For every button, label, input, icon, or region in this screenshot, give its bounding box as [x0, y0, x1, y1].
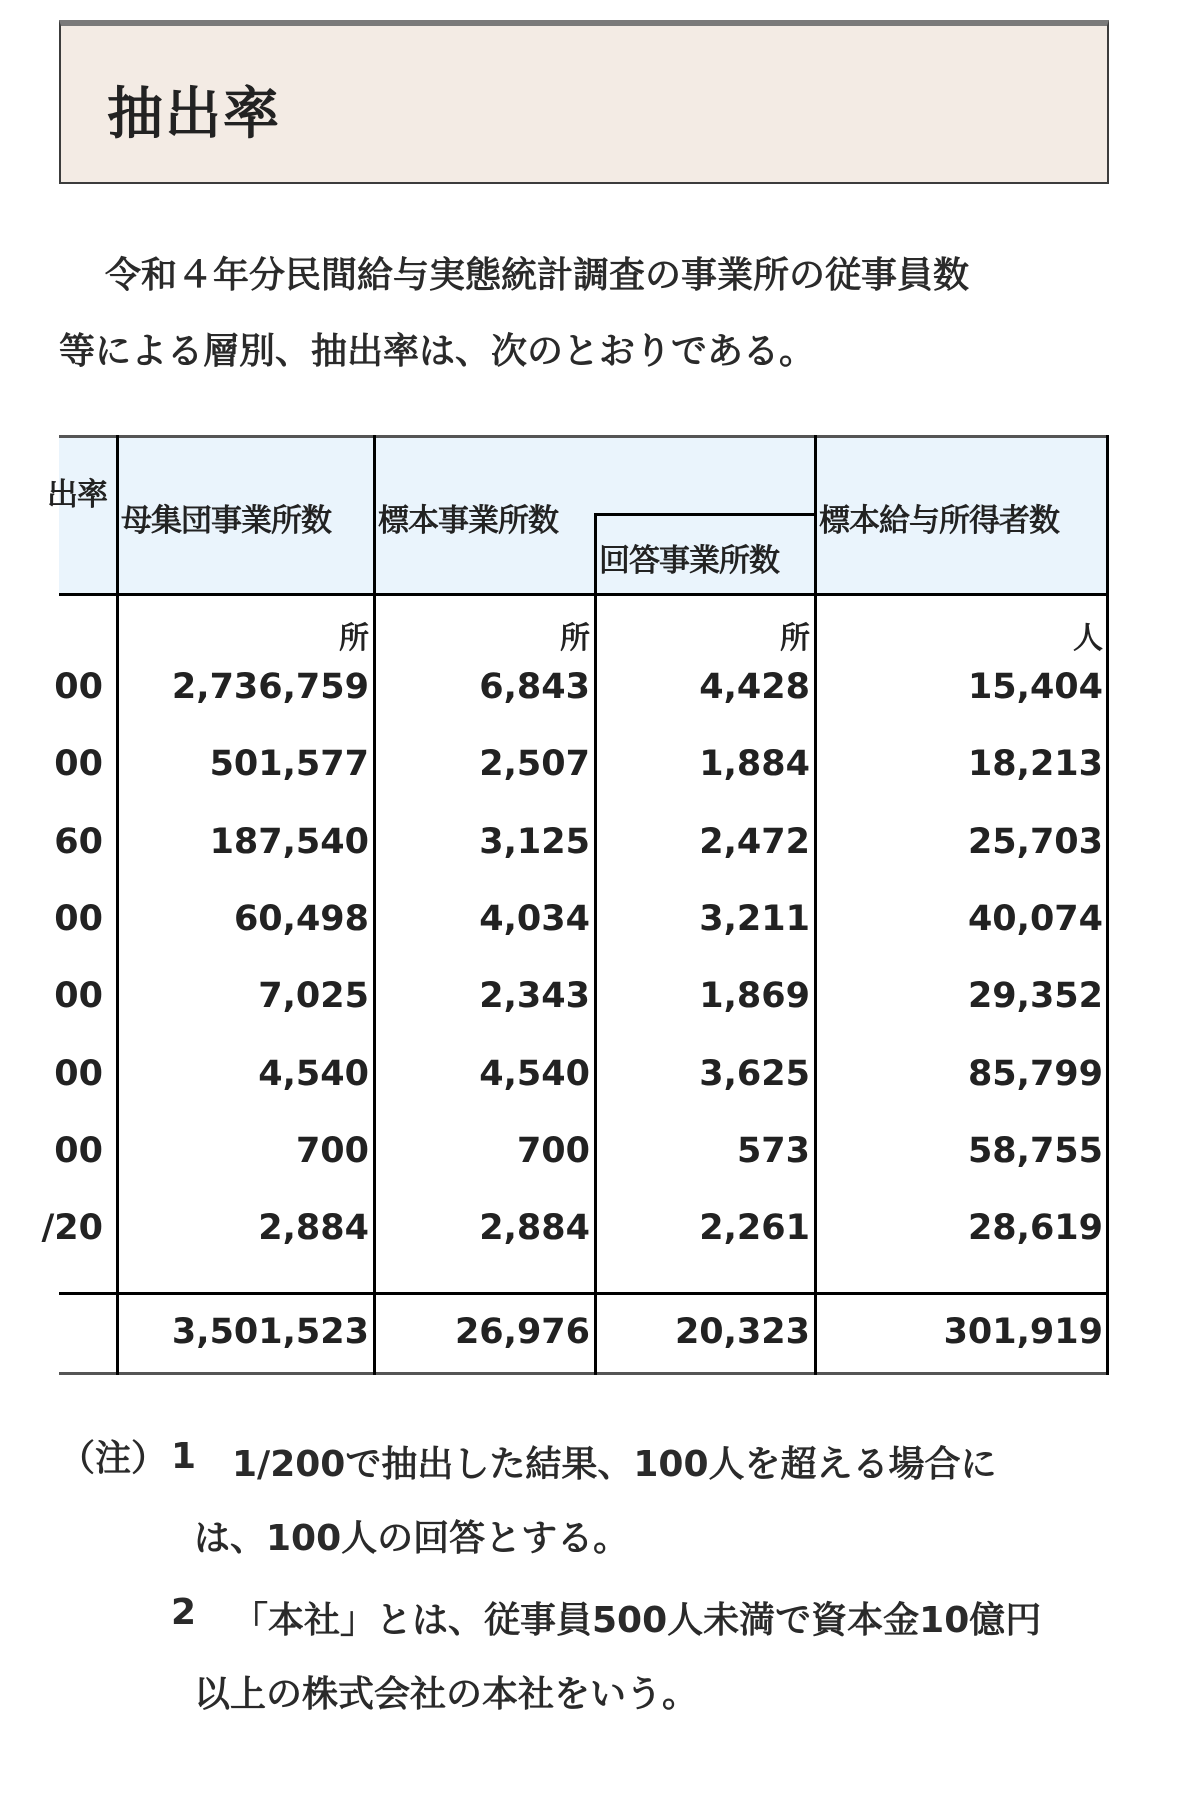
table-cell-stub: 00: [54, 744, 103, 784]
sampling-rate-table: [41, 435, 1109, 1377]
table-cell-sample: 2,884: [479, 1208, 590, 1248]
table-cell-responding: 573: [736, 1131, 810, 1171]
note-1-number: 1: [171, 1436, 197, 1477]
intro-line-2: 等による層別、抽出率は、次のとおりである。: [59, 331, 816, 372]
note-1-line-2: は、100人の回答とする。: [194, 1518, 630, 1559]
total-row-border: [59, 1292, 1109, 1295]
table-cell-stub: 00: [54, 899, 103, 939]
intro-line-1: 令和４年分民間給与実態統計調査の事業所の従事員数: [105, 255, 970, 296]
table-cell-earners: 25,703: [967, 822, 1103, 862]
table-cell-earners: 40,074: [967, 899, 1103, 939]
table-cell-sample: 700: [516, 1131, 590, 1171]
note-2-number: 2: [171, 1592, 197, 1633]
table-cell-stub: 00: [54, 667, 103, 707]
table-cell-population: 7,025: [258, 976, 369, 1016]
note-2-line-2: 以上の株式会社の本社をいう。: [194, 1674, 699, 1715]
total-cell-responding: 20,323: [674, 1312, 810, 1352]
table-cell-population: 60,498: [233, 899, 369, 939]
col-divider-1: [116, 435, 119, 1375]
header-bottom-border: [59, 593, 1109, 596]
table-cell-earners: 29,352: [967, 976, 1103, 1016]
table-cell-responding: 2,472: [699, 822, 810, 862]
table-cell-responding: 4,428: [699, 667, 810, 707]
table-cell-stub: 00: [54, 1131, 103, 1171]
table-cell-population: 2,884: [258, 1208, 369, 1248]
subheader-divider: [596, 513, 816, 516]
col-divider-4: [814, 435, 817, 1375]
table-cell-sample: 4,540: [479, 1054, 590, 1094]
section-title-box: [59, 20, 1109, 184]
table-cell-earners: 58,755: [967, 1131, 1103, 1171]
table-cell-stub: 00: [54, 976, 103, 1016]
table-cell-responding: 1,884: [699, 744, 810, 784]
header-population: 母集団事業所数: [121, 503, 331, 539]
table-cell-sample: 2,343: [479, 976, 590, 1016]
header-stub: 出率: [47, 477, 107, 513]
table-cell-earners: 18,213: [967, 744, 1103, 784]
table-cell-stub: 60: [54, 822, 103, 862]
unit-sample: 所: [560, 621, 590, 656]
table-cell-sample: 2,507: [479, 744, 590, 784]
table-cell-population: 501,577: [209, 744, 369, 784]
table-cell-earners: 15,404: [967, 667, 1103, 707]
table-cell-earners: 85,799: [967, 1054, 1103, 1094]
header-earners: 標本給与所得者数: [819, 503, 1059, 539]
header-sample: 標本事業所数: [378, 503, 558, 539]
table-cell-population: 187,540: [209, 822, 369, 862]
unit-responding: 所: [780, 621, 810, 656]
table-cell-sample: 3,125: [479, 822, 590, 862]
table-cell-sample: 4,034: [479, 899, 590, 939]
table-cell-population: 4,540: [258, 1054, 369, 1094]
note-2-line-1: 「本社」とは、従事員500人未満で資本金10億円: [232, 1600, 1042, 1641]
table-cell-responding: 2,261: [699, 1208, 810, 1248]
notes-label: （注）: [59, 1438, 168, 1479]
table-cell-responding: 3,211: [699, 899, 810, 939]
table-cell-responding: 1,869: [699, 976, 810, 1016]
table-cell-sample: 6,843: [479, 667, 590, 707]
table-cell-population: 700: [295, 1131, 369, 1171]
table-cell-stub: /20: [41, 1208, 103, 1248]
note-1-line-1: 1/200で抽出した結果、100人を超える場合に: [232, 1444, 997, 1485]
section-title: 抽出率: [107, 82, 281, 147]
header-responding: 回答事業所数: [599, 543, 779, 579]
unit-earners: 人: [1073, 621, 1103, 656]
unit-population: 所: [339, 621, 369, 656]
intro-paragraph: [59, 238, 1119, 390]
table-right-border: [1106, 435, 1109, 1375]
table-cell-responding: 3,625: [699, 1054, 810, 1094]
total-cell-population: 3,501,523: [171, 1312, 369, 1352]
table-cell-stub: 00: [54, 1054, 103, 1094]
col-divider-3: [594, 513, 597, 1375]
table-bottom-border: [59, 1372, 1109, 1375]
table-cell-earners: 28,619: [967, 1208, 1103, 1248]
total-cell-sample: 26,976: [454, 1312, 590, 1352]
total-cell-earners: 301,919: [943, 1312, 1103, 1352]
col-divider-2: [373, 435, 376, 1375]
table-cell-population: 2,736,759: [171, 667, 369, 707]
table-top-border: [59, 435, 1109, 438]
